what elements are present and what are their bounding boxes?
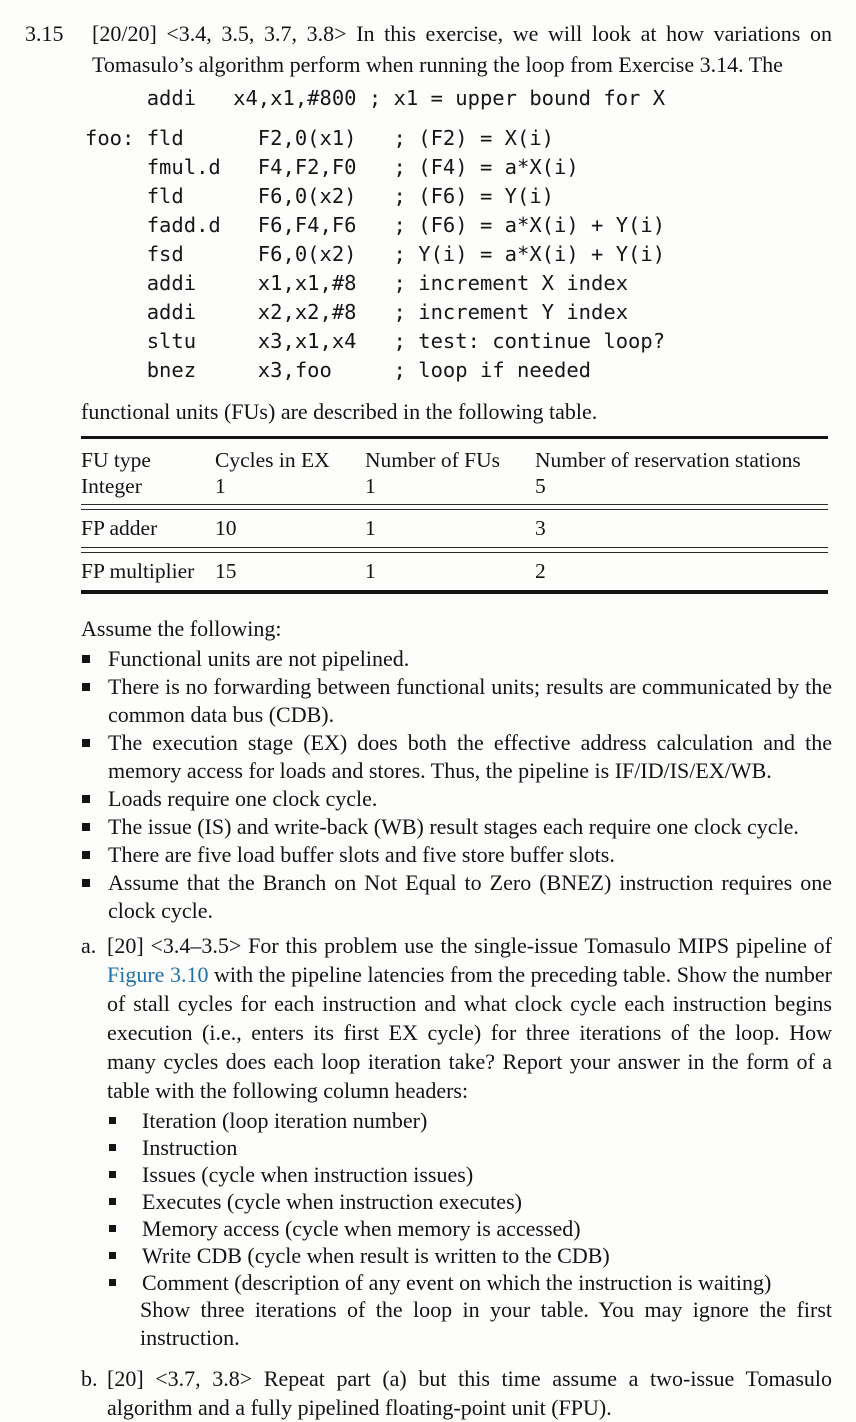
- table-row: [81, 553, 828, 590]
- bullet-square-icon: [82, 823, 90, 831]
- list-item: [81, 841, 832, 869]
- bullet-square-icon: [109, 1279, 116, 1286]
- fu-table-header: Number of reservation stations: [535, 448, 801, 472]
- bullet-square-icon: [109, 1144, 116, 1151]
- column-header-text: Comment (description of any event on which the instruction is waiting): [142, 1270, 772, 1295]
- fu-table-header-row: [81, 439, 828, 473]
- bullet-square-icon: [82, 795, 90, 803]
- code-line: addi x2,x2,#8 ; increment Y index: [85, 300, 629, 324]
- assumption-text: Functional units are not pipelined.: [108, 646, 410, 671]
- part-a-closing-note: Show three iterations of the loop in your table. You may ignore the first instruction.: [140, 1297, 832, 1350]
- bullet-square-icon: [109, 1198, 116, 1205]
- fu-table-cell: 5: [535, 474, 546, 498]
- code-line: sltu x3,x1,x4 ; test: continue loop?: [85, 329, 666, 353]
- list-item: [107, 1215, 832, 1242]
- code-line: fld F6,0(x2) ; (F6) = Y(i): [85, 184, 554, 208]
- list-item: [81, 813, 832, 841]
- list-item: [81, 869, 832, 925]
- column-header-text: Issues (cycle when instruction issues): [142, 1162, 474, 1187]
- list-item: [107, 1269, 832, 1296]
- part-b-paragraph: [20] <3.7, 3.8> Repeat part (a) but this time assume a two-issue Tomasulo algorithm and a fully pipelined floating-point unit (FPU).: [107, 1366, 832, 1420]
- code-line: addi x1,x1,#8 ; increment X index: [85, 271, 629, 295]
- list-item: [107, 1242, 832, 1269]
- assumptions-list: [81, 645, 832, 925]
- part-a-text-after: with the pipeline latencies from the preceding table. Show the number of stall cycles for each instruction and what clock cycle each instruction begins execution (i.e., enters its first EX cycle) for three iterations of the loop. How many cycles does each loop iteration take? Report your answer in the form of a table with the following column headers:: [107, 962, 832, 1103]
- column-header-text: Memory access (cycle when memory is accessed): [142, 1216, 581, 1241]
- table-row: [81, 510, 828, 547]
- code-line: fadd.d F6,F4,F6 ; (F6) = a*X(i) + Y(i): [85, 213, 666, 237]
- code-line: fsd F6,0(x2) ; Y(i) = a*X(i) + Y(i): [85, 242, 666, 266]
- assembly-code-block: [81, 84, 832, 385]
- fu-table: [81, 436, 828, 594]
- problem-intro-paragraph: [20/20] <3.4, 3.5, 3.7, 3.8> In this exercise, we will look at how variations on Tomasulo’s algorithm perform when running the loop from Exercise 3.14. The: [92, 21, 832, 77]
- list-item: [107, 1188, 832, 1215]
- fu-table-cell: 1: [365, 559, 376, 583]
- figure-3-10-link[interactable]: Figure 3.10: [107, 962, 209, 987]
- part-a-paragraph: [107, 931, 832, 1105]
- assumption-text: Loads require one clock cycle.: [108, 786, 378, 811]
- fu-table-header: Cycles in EX: [215, 448, 330, 472]
- fu-table-cell: 10: [215, 516, 237, 540]
- fu-table-header: Number of FUs: [365, 448, 500, 472]
- table-lead-in: functional units (FUs) are described in the following table.: [81, 399, 598, 424]
- bullet-square-icon: [109, 1171, 116, 1178]
- part-b: [81, 1364, 832, 1422]
- bullet-square-icon: [82, 683, 90, 691]
- list-item: [81, 673, 832, 729]
- fu-table-cell: Integer: [81, 474, 142, 498]
- assumption-text: Assume that the Branch on Not Equal to Zero (BNEZ) instruction requires one clock cycle.: [108, 870, 832, 923]
- part-a-text-before: [20] <3.4–3.5> For this problem use the single-issue Tomasulo MIPS pipeline of: [107, 933, 832, 958]
- fu-table-cell: 15: [215, 559, 237, 583]
- bullet-square-icon: [82, 739, 90, 747]
- fu-table-header: FU type: [81, 448, 151, 472]
- assumption-text: There are five load buffer slots and five store buffer slots.: [108, 842, 615, 867]
- fu-table-cell: FP multiplier: [81, 559, 195, 583]
- assumption-text: The execution stage (EX) does both the effective address calculation and the memory access for loads and stores. Thus, the pipeline is IF/ID/IS/EX/WB.: [108, 730, 832, 783]
- exercise-3-15: [25, 18, 832, 1422]
- bullet-square-icon: [109, 1117, 116, 1124]
- fu-table-cell: 2: [535, 559, 546, 583]
- fu-table-cell: FP adder: [81, 516, 158, 540]
- assumptions-title: Assume the following:: [81, 616, 282, 641]
- list-item: [107, 1107, 832, 1134]
- column-header-text: Instruction: [142, 1135, 238, 1160]
- fu-table-cell: 1: [215, 474, 226, 498]
- exercise-body: [81, 18, 832, 1422]
- assumption-text: There is no forwarding between functional units; results are communicated by the common data bus (CDB).: [108, 674, 832, 727]
- bullet-square-icon: [82, 655, 90, 663]
- column-header-text: Iteration (loop iteration number): [142, 1108, 428, 1133]
- list-item: [107, 1161, 832, 1188]
- fu-table-cell: 3: [535, 516, 546, 540]
- list-item: [81, 645, 832, 673]
- list-item: [81, 729, 832, 785]
- part-a-body: [107, 931, 832, 1352]
- table-row: [81, 473, 828, 504]
- part-a-marker: a.: [81, 933, 97, 958]
- code-line: bnez x3,foo ; loop if needed: [85, 358, 592, 382]
- list-item: [107, 1134, 832, 1161]
- fu-table-cell: 1: [365, 474, 376, 498]
- column-header-text: Write CDB (cycle when result is written to the CDB): [142, 1243, 610, 1268]
- bullet-square-icon: [82, 879, 90, 887]
- list-item: [81, 785, 832, 813]
- code-line: addi x4,x1,#800 ; x1 = upper bound for X: [85, 86, 666, 110]
- column-headers-list: [107, 1107, 832, 1296]
- bullet-square-icon: [109, 1225, 116, 1232]
- code-line: foo: fld F2,0(x1) ; (F2) = X(i): [85, 126, 554, 150]
- fu-table-cell: 1: [365, 516, 376, 540]
- problem-number: 3.15: [25, 21, 64, 46]
- part-a: [81, 931, 832, 1352]
- part-b-body: [107, 1364, 832, 1422]
- assumption-text: The issue (IS) and write-back (WB) result stages each require one clock cycle.: [108, 814, 799, 839]
- bullet-square-icon: [109, 1252, 116, 1259]
- column-header-text: Executes (cycle when instruction executes): [142, 1189, 522, 1214]
- part-b-marker: b.: [81, 1366, 98, 1391]
- bullet-square-icon: [82, 851, 90, 859]
- code-line: fmul.d F4,F2,F0 ; (F4) = a*X(i): [85, 155, 579, 179]
